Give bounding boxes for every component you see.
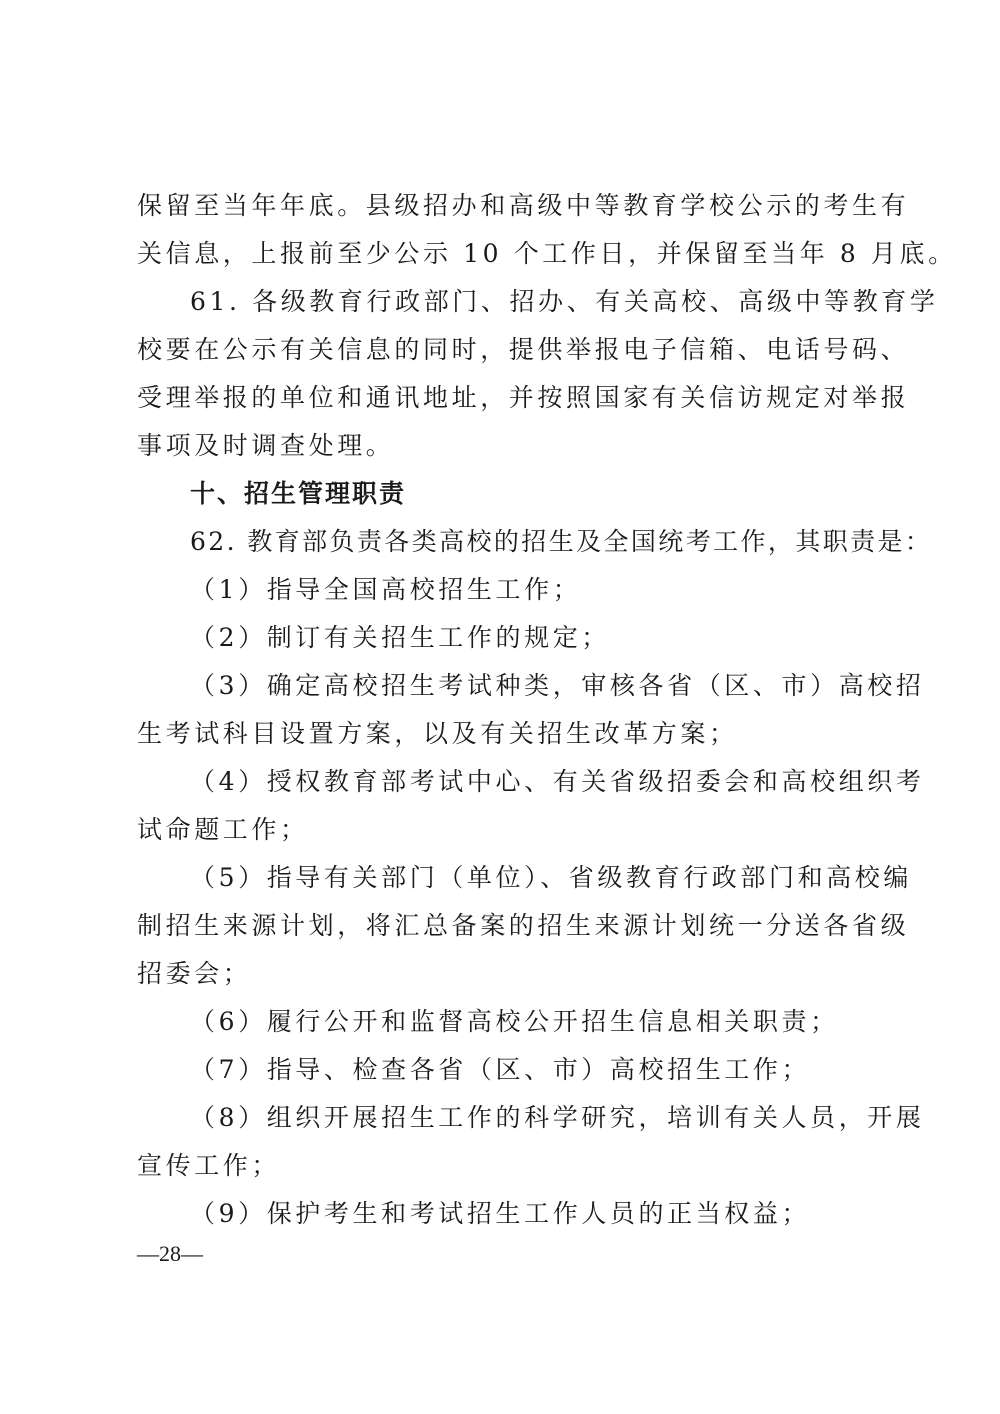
paragraph-line: 61. 各级教育行政部门、招办、有关高校、高级中等教育学: [190, 287, 939, 316]
list-item: （2）制订有关招生工作的规定；: [190, 623, 610, 652]
paragraph-line: 62. 教育部负责各类高校的招生及全国统考工作，其职责是：: [190, 527, 933, 556]
section-heading: 十、招生管理职责: [190, 479, 407, 508]
page-number: —28—: [137, 1241, 203, 1266]
list-item-continuation: 试命题工作；: [137, 815, 309, 844]
list-item: （7）指导、检查各省（区、市）高校招生工作；: [190, 1055, 811, 1084]
list-item-continuation: 宣传工作；: [137, 1151, 281, 1180]
list-item-continuation: 招委会；: [137, 959, 252, 988]
list-item: （5）指导有关部门（单位）、省级教育行政部门和高校编: [190, 863, 913, 892]
paragraph-line: 校要在公示有关信息的同时，提供举报电子信箱、电话号码、: [137, 335, 910, 364]
list-item: （8）组织开展招生工作的科学研究，培训有关人员，开展: [190, 1103, 925, 1132]
list-item: （3）确定高校招生考试种类，审核各省（区、市）高校招: [190, 671, 925, 700]
paragraph-line: 受理举报的单位和通讯地址，并按照国家有关信访规定对举报: [137, 383, 910, 412]
list-item: （1）指导全国高校招生工作；: [190, 575, 582, 604]
list-item: （4）授权教育部考试中心、有关省级招委会和高校组织考: [190, 767, 925, 796]
list-item-continuation: 制招生来源计划，将汇总备案的招生来源计划统一分送各省级: [137, 911, 910, 940]
list-item: （6）履行公开和监督高校公开招生信息相关职责；: [190, 1007, 839, 1036]
paragraph-line: 事项及时调查处理。: [137, 431, 395, 460]
paragraph-line: 关信息，上报前至少公示 10 个工作日，并保留至当年 8 月底。: [137, 239, 957, 268]
list-item-continuation: 生考试科目设置方案，以及有关招生改革方案；: [137, 719, 738, 748]
list-item: （9）保护考生和考试招生工作人员的正当权益；: [190, 1199, 811, 1228]
paragraph-line: 保留至当年年底。县级招办和高级中等教育学校公示的考生有: [137, 191, 910, 220]
